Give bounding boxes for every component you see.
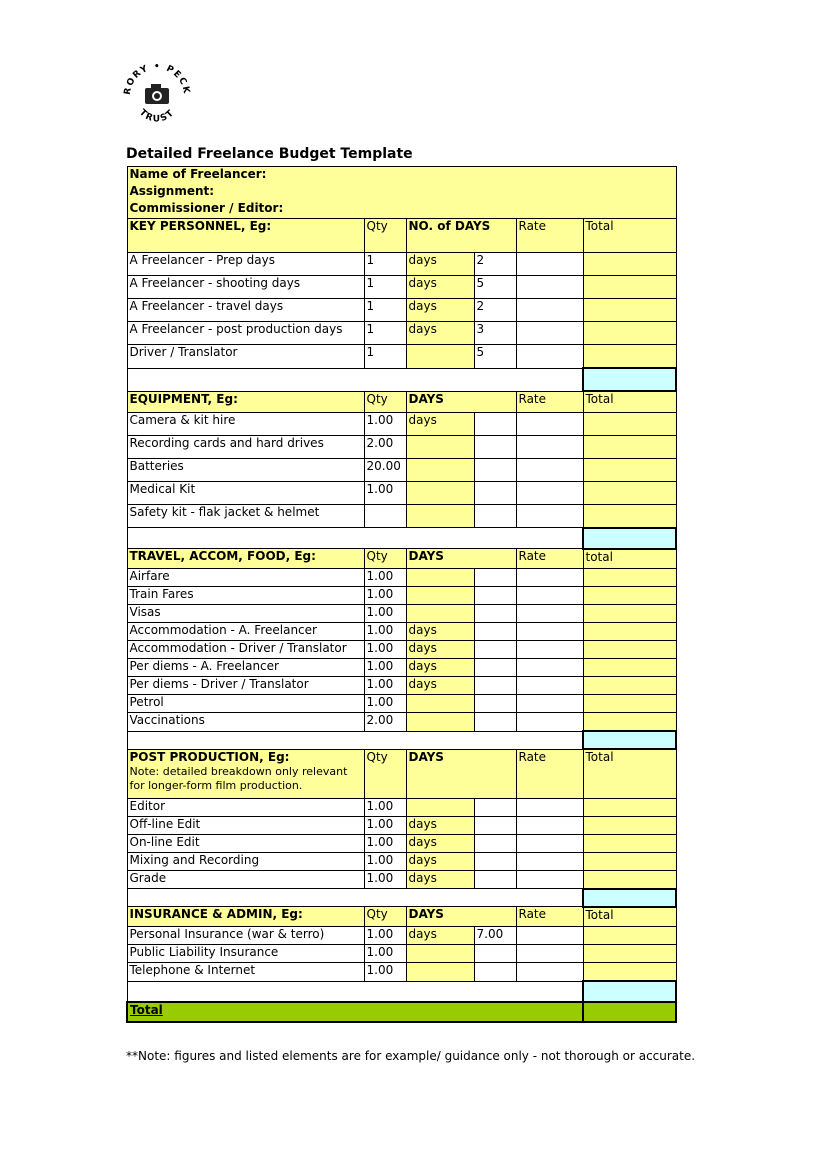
item-days xyxy=(474,816,516,834)
item-qty: 1.00 xyxy=(364,816,406,834)
item-days xyxy=(474,659,516,677)
item-label: Petrol xyxy=(127,695,364,713)
item-rate xyxy=(516,713,583,732)
item-days xyxy=(474,435,516,458)
qty-header: Qty xyxy=(364,907,406,927)
subtotal-cell xyxy=(583,731,676,749)
item-qty: 1.00 xyxy=(364,569,406,587)
item-label: A Freelancer - travel days xyxy=(127,299,364,322)
item-label: Safety kit - flak jacket & helmet xyxy=(127,504,364,528)
grand-total-cell xyxy=(583,1002,676,1022)
item-rate xyxy=(516,798,583,816)
table-row xyxy=(127,641,676,659)
item-days xyxy=(474,713,516,732)
item-total xyxy=(583,963,676,982)
item-total xyxy=(583,587,676,605)
subtotal-spacer xyxy=(127,981,583,1002)
item-rate xyxy=(516,963,583,982)
rate-header: Rate xyxy=(516,907,583,927)
item-qty: 1.00 xyxy=(364,641,406,659)
subtotal-spacer xyxy=(127,528,583,549)
item-rate xyxy=(516,345,583,369)
item-label: Per diems - A. Freelancer xyxy=(127,659,364,677)
item-label: Mixing and Recording xyxy=(127,852,364,870)
table-row xyxy=(127,623,676,641)
grand-total-label xyxy=(127,1002,583,1022)
item-label: Accommodation - A. Freelancer xyxy=(127,623,364,641)
item-unit xyxy=(406,587,474,605)
grand-total-text: Total xyxy=(130,1002,163,1017)
freelancer-name-row xyxy=(127,167,676,185)
item-label: Public Liability Insurance xyxy=(127,945,364,963)
item-unit: days xyxy=(406,299,474,322)
item-total xyxy=(583,927,676,945)
budget-table xyxy=(126,166,677,1023)
item-total xyxy=(583,677,676,695)
item-unit xyxy=(406,504,474,528)
item-rate xyxy=(516,695,583,713)
item-days xyxy=(474,834,516,852)
rate-header: Rate xyxy=(516,549,583,569)
item-total xyxy=(583,852,676,870)
item-days xyxy=(474,641,516,659)
item-days xyxy=(474,458,516,481)
item-unit: days xyxy=(406,623,474,641)
item-days xyxy=(474,695,516,713)
item-label: Medical Kit xyxy=(127,481,364,504)
item-days xyxy=(474,852,516,870)
table-row xyxy=(127,504,676,528)
svg-text:TRUST xyxy=(137,108,177,125)
total-header: Total xyxy=(583,219,676,253)
item-label: Personal Insurance (war & terro) xyxy=(127,927,364,945)
item-total xyxy=(583,412,676,435)
section-subtotal-row xyxy=(127,981,676,1002)
table-row xyxy=(127,870,676,889)
item-rate xyxy=(516,458,583,481)
item-qty: 2.00 xyxy=(364,713,406,732)
table-row xyxy=(127,569,676,587)
item-unit xyxy=(406,605,474,623)
table-row xyxy=(127,798,676,816)
item-total xyxy=(583,659,676,677)
item-rate xyxy=(516,834,583,852)
item-qty: 1.00 xyxy=(364,659,406,677)
item-days xyxy=(474,963,516,982)
table-row xyxy=(127,458,676,481)
subtotal-cell xyxy=(583,528,676,549)
item-rate xyxy=(516,276,583,299)
section-header-row xyxy=(127,749,676,798)
item-total xyxy=(583,623,676,641)
item-unit: days xyxy=(406,870,474,889)
item-days xyxy=(474,587,516,605)
item-qty: 1.00 xyxy=(364,412,406,435)
section-note: Note: detailed breakdown only relevant for longer-form film production. xyxy=(129,764,348,792)
total-header: Total xyxy=(583,907,676,927)
item-total xyxy=(583,345,676,369)
item-qty: 1.00 xyxy=(364,695,406,713)
item-days xyxy=(474,677,516,695)
item-total xyxy=(583,641,676,659)
section-insurance xyxy=(127,907,676,927)
section-heading: KEY PERSONNEL, Eg: xyxy=(127,219,364,253)
days-header: NO. of DAYS xyxy=(406,219,516,253)
item-unit xyxy=(406,713,474,732)
item-rate xyxy=(516,852,583,870)
item-label: Off-line Edit xyxy=(127,816,364,834)
item-qty: 1.00 xyxy=(364,623,406,641)
item-rate xyxy=(516,587,583,605)
item-rate xyxy=(516,927,583,945)
section-subtotal-row xyxy=(127,889,676,907)
item-label: Vaccinations xyxy=(127,713,364,732)
item-qty: 1 xyxy=(364,322,406,345)
item-unit xyxy=(406,798,474,816)
subtotal-cell xyxy=(583,368,676,391)
item-label: Camera & kit hire xyxy=(127,412,364,435)
item-label: On-line Edit xyxy=(127,834,364,852)
item-qty: 1.00 xyxy=(364,798,406,816)
total-header: Total xyxy=(583,749,676,798)
item-total xyxy=(583,435,676,458)
rory-peck-trust-logo xyxy=(122,62,192,126)
item-qty: 1.00 xyxy=(364,481,406,504)
item-rate xyxy=(516,816,583,834)
assignment-label: Assignment: xyxy=(127,184,676,201)
item-qty: 20.00 xyxy=(364,458,406,481)
item-label: Airfare xyxy=(127,569,364,587)
item-total xyxy=(583,276,676,299)
logo-text-bottom: TRUST xyxy=(137,107,177,125)
item-days xyxy=(474,481,516,504)
subtotal-spacer xyxy=(127,368,583,391)
table-row xyxy=(127,659,676,677)
item-days: 5 xyxy=(474,276,516,299)
item-total xyxy=(583,458,676,481)
qty-header: Qty xyxy=(364,219,406,253)
item-qty: 1.00 xyxy=(364,605,406,623)
section-heading: POST PRODUCTION, Eg: xyxy=(129,749,290,764)
section-header-row xyxy=(127,391,676,412)
freelancer-name-label: Name of Freelancer: xyxy=(127,167,676,185)
table-row xyxy=(127,276,676,299)
section-key-personnel xyxy=(127,219,676,253)
table-row xyxy=(127,253,676,276)
table-row xyxy=(127,677,676,695)
item-days: 3 xyxy=(474,322,516,345)
subtotal-cell xyxy=(583,981,676,1002)
item-unit: days xyxy=(406,322,474,345)
item-qty: 1 xyxy=(364,299,406,322)
item-unit xyxy=(406,435,474,458)
item-qty: 1.00 xyxy=(364,852,406,870)
total-header: total xyxy=(583,549,676,569)
item-rate xyxy=(516,412,583,435)
days-header: DAYS xyxy=(406,749,516,798)
item-label: A Freelancer - post production days xyxy=(127,322,364,345)
section-subtotal-row xyxy=(127,731,676,749)
item-qty: 1.00 xyxy=(364,927,406,945)
table-row xyxy=(127,435,676,458)
item-qty: 1.00 xyxy=(364,677,406,695)
item-unit: days xyxy=(406,276,474,299)
item-qty: 1.00 xyxy=(364,963,406,982)
item-total xyxy=(583,569,676,587)
item-total xyxy=(583,870,676,889)
item-total xyxy=(583,816,676,834)
item-qty: 1 xyxy=(364,345,406,369)
item-total xyxy=(583,945,676,963)
item-unit xyxy=(406,695,474,713)
item-total xyxy=(583,695,676,713)
item-unit: days xyxy=(406,641,474,659)
item-qty: 1 xyxy=(364,253,406,276)
item-days: 7.00 xyxy=(474,927,516,945)
item-rate xyxy=(516,659,583,677)
section-heading: EQUIPMENT, Eg: xyxy=(127,391,364,412)
item-days xyxy=(474,504,516,528)
item-label: Per diems - Driver / Translator xyxy=(127,677,364,695)
section-post-production xyxy=(127,749,676,798)
item-label: A Freelancer - shooting days xyxy=(127,276,364,299)
item-unit: days xyxy=(406,834,474,852)
item-total xyxy=(583,481,676,504)
item-rate xyxy=(516,623,583,641)
qty-header: Qty xyxy=(364,749,406,798)
item-rate xyxy=(516,605,583,623)
item-unit: days xyxy=(406,852,474,870)
item-unit xyxy=(406,481,474,504)
item-total xyxy=(583,299,676,322)
item-total xyxy=(583,834,676,852)
item-label: Telephone & Internet xyxy=(127,963,364,982)
item-label: Batteries xyxy=(127,458,364,481)
item-rate xyxy=(516,253,583,276)
item-rate xyxy=(516,504,583,528)
item-label: Grade xyxy=(127,870,364,889)
item-rate xyxy=(516,677,583,695)
item-label: Accommodation - Driver / Translator xyxy=(127,641,364,659)
item-label: A Freelancer - Prep days xyxy=(127,253,364,276)
table-row xyxy=(127,927,676,945)
item-unit xyxy=(406,963,474,982)
table-row xyxy=(127,945,676,963)
item-unit xyxy=(406,345,474,369)
table-row xyxy=(127,816,676,834)
item-qty: 1.00 xyxy=(364,870,406,889)
subtotal-cell xyxy=(583,889,676,907)
section-equipment xyxy=(127,391,676,412)
item-rate xyxy=(516,481,583,504)
section-heading: TRAVEL, ACCOM, FOOD, Eg: xyxy=(127,549,364,569)
days-header: DAYS xyxy=(406,549,516,569)
table-row xyxy=(127,852,676,870)
logo-text-top: RORY • PECK xyxy=(122,62,192,96)
item-days: 5 xyxy=(474,345,516,369)
item-total xyxy=(583,322,676,345)
item-unit: days xyxy=(406,677,474,695)
item-unit: days xyxy=(406,412,474,435)
item-unit: days xyxy=(406,659,474,677)
item-days: 2 xyxy=(474,299,516,322)
qty-header: Qty xyxy=(364,549,406,569)
item-rate xyxy=(516,641,583,659)
table-row xyxy=(127,605,676,623)
item-label: Train Fares xyxy=(127,587,364,605)
item-unit: days xyxy=(406,927,474,945)
item-rate xyxy=(516,870,583,889)
item-days xyxy=(474,945,516,963)
item-label: Visas xyxy=(127,605,364,623)
rate-header: Rate xyxy=(516,749,583,798)
item-total xyxy=(583,605,676,623)
item-label: Driver / Translator xyxy=(127,345,364,369)
table-row xyxy=(127,299,676,322)
table-row xyxy=(127,963,676,982)
item-qty: 1.00 xyxy=(364,834,406,852)
table-row xyxy=(127,481,676,504)
section-heading-cell xyxy=(127,749,364,798)
item-qty: 1.00 xyxy=(364,945,406,963)
rate-header: Rate xyxy=(516,219,583,253)
section-travel xyxy=(127,549,676,569)
table-row xyxy=(127,695,676,713)
item-rate xyxy=(516,322,583,345)
item-unit: days xyxy=(406,816,474,834)
total-header: Total xyxy=(583,391,676,412)
item-qty: 1.00 xyxy=(364,587,406,605)
commissioner-row xyxy=(127,201,676,219)
item-unit xyxy=(406,945,474,963)
subtotal-spacer xyxy=(127,731,583,749)
item-unit xyxy=(406,569,474,587)
table-row xyxy=(127,322,676,345)
section-subtotal-row xyxy=(127,368,676,391)
table-row xyxy=(127,834,676,852)
days-header: DAYS xyxy=(406,907,516,927)
days-header: DAYS xyxy=(406,391,516,412)
item-qty: 1 xyxy=(364,276,406,299)
item-days xyxy=(474,569,516,587)
table-row xyxy=(127,713,676,732)
camera-icon xyxy=(145,84,169,104)
item-total xyxy=(583,253,676,276)
item-days xyxy=(474,605,516,623)
item-days: 2 xyxy=(474,253,516,276)
item-total xyxy=(583,798,676,816)
document-title: Detailed Freelance Budget Template xyxy=(126,146,413,162)
item-days xyxy=(474,623,516,641)
grand-total-row xyxy=(127,1002,676,1022)
section-subtotal-row xyxy=(127,528,676,549)
item-total xyxy=(583,713,676,732)
item-label: Recording cards and hard drives xyxy=(127,435,364,458)
item-rate xyxy=(516,569,583,587)
commissioner-label: Commissioner / Editor: xyxy=(127,201,676,219)
item-days xyxy=(474,412,516,435)
item-label: Editor xyxy=(127,798,364,816)
table-row xyxy=(127,587,676,605)
section-header-row xyxy=(127,549,676,569)
footnote: **Note: figures and listed elements are for example/ guidance only - not thorough or accurate. xyxy=(126,1049,696,1063)
item-qty xyxy=(364,504,406,528)
section-header-row xyxy=(127,907,676,927)
item-days xyxy=(474,870,516,889)
item-rate xyxy=(516,945,583,963)
item-days xyxy=(474,798,516,816)
subtotal-spacer xyxy=(127,889,583,907)
table-row xyxy=(127,345,676,369)
assignment-row xyxy=(127,184,676,201)
rate-header: Rate xyxy=(516,391,583,412)
item-total xyxy=(583,504,676,528)
item-rate xyxy=(516,299,583,322)
section-heading: INSURANCE & ADMIN, Eg: xyxy=(127,907,364,927)
qty-header: Qty xyxy=(364,391,406,412)
item-unit: days xyxy=(406,253,474,276)
item-qty: 2.00 xyxy=(364,435,406,458)
item-rate xyxy=(516,435,583,458)
section-header-row xyxy=(127,219,676,253)
item-unit xyxy=(406,458,474,481)
table-row xyxy=(127,412,676,435)
